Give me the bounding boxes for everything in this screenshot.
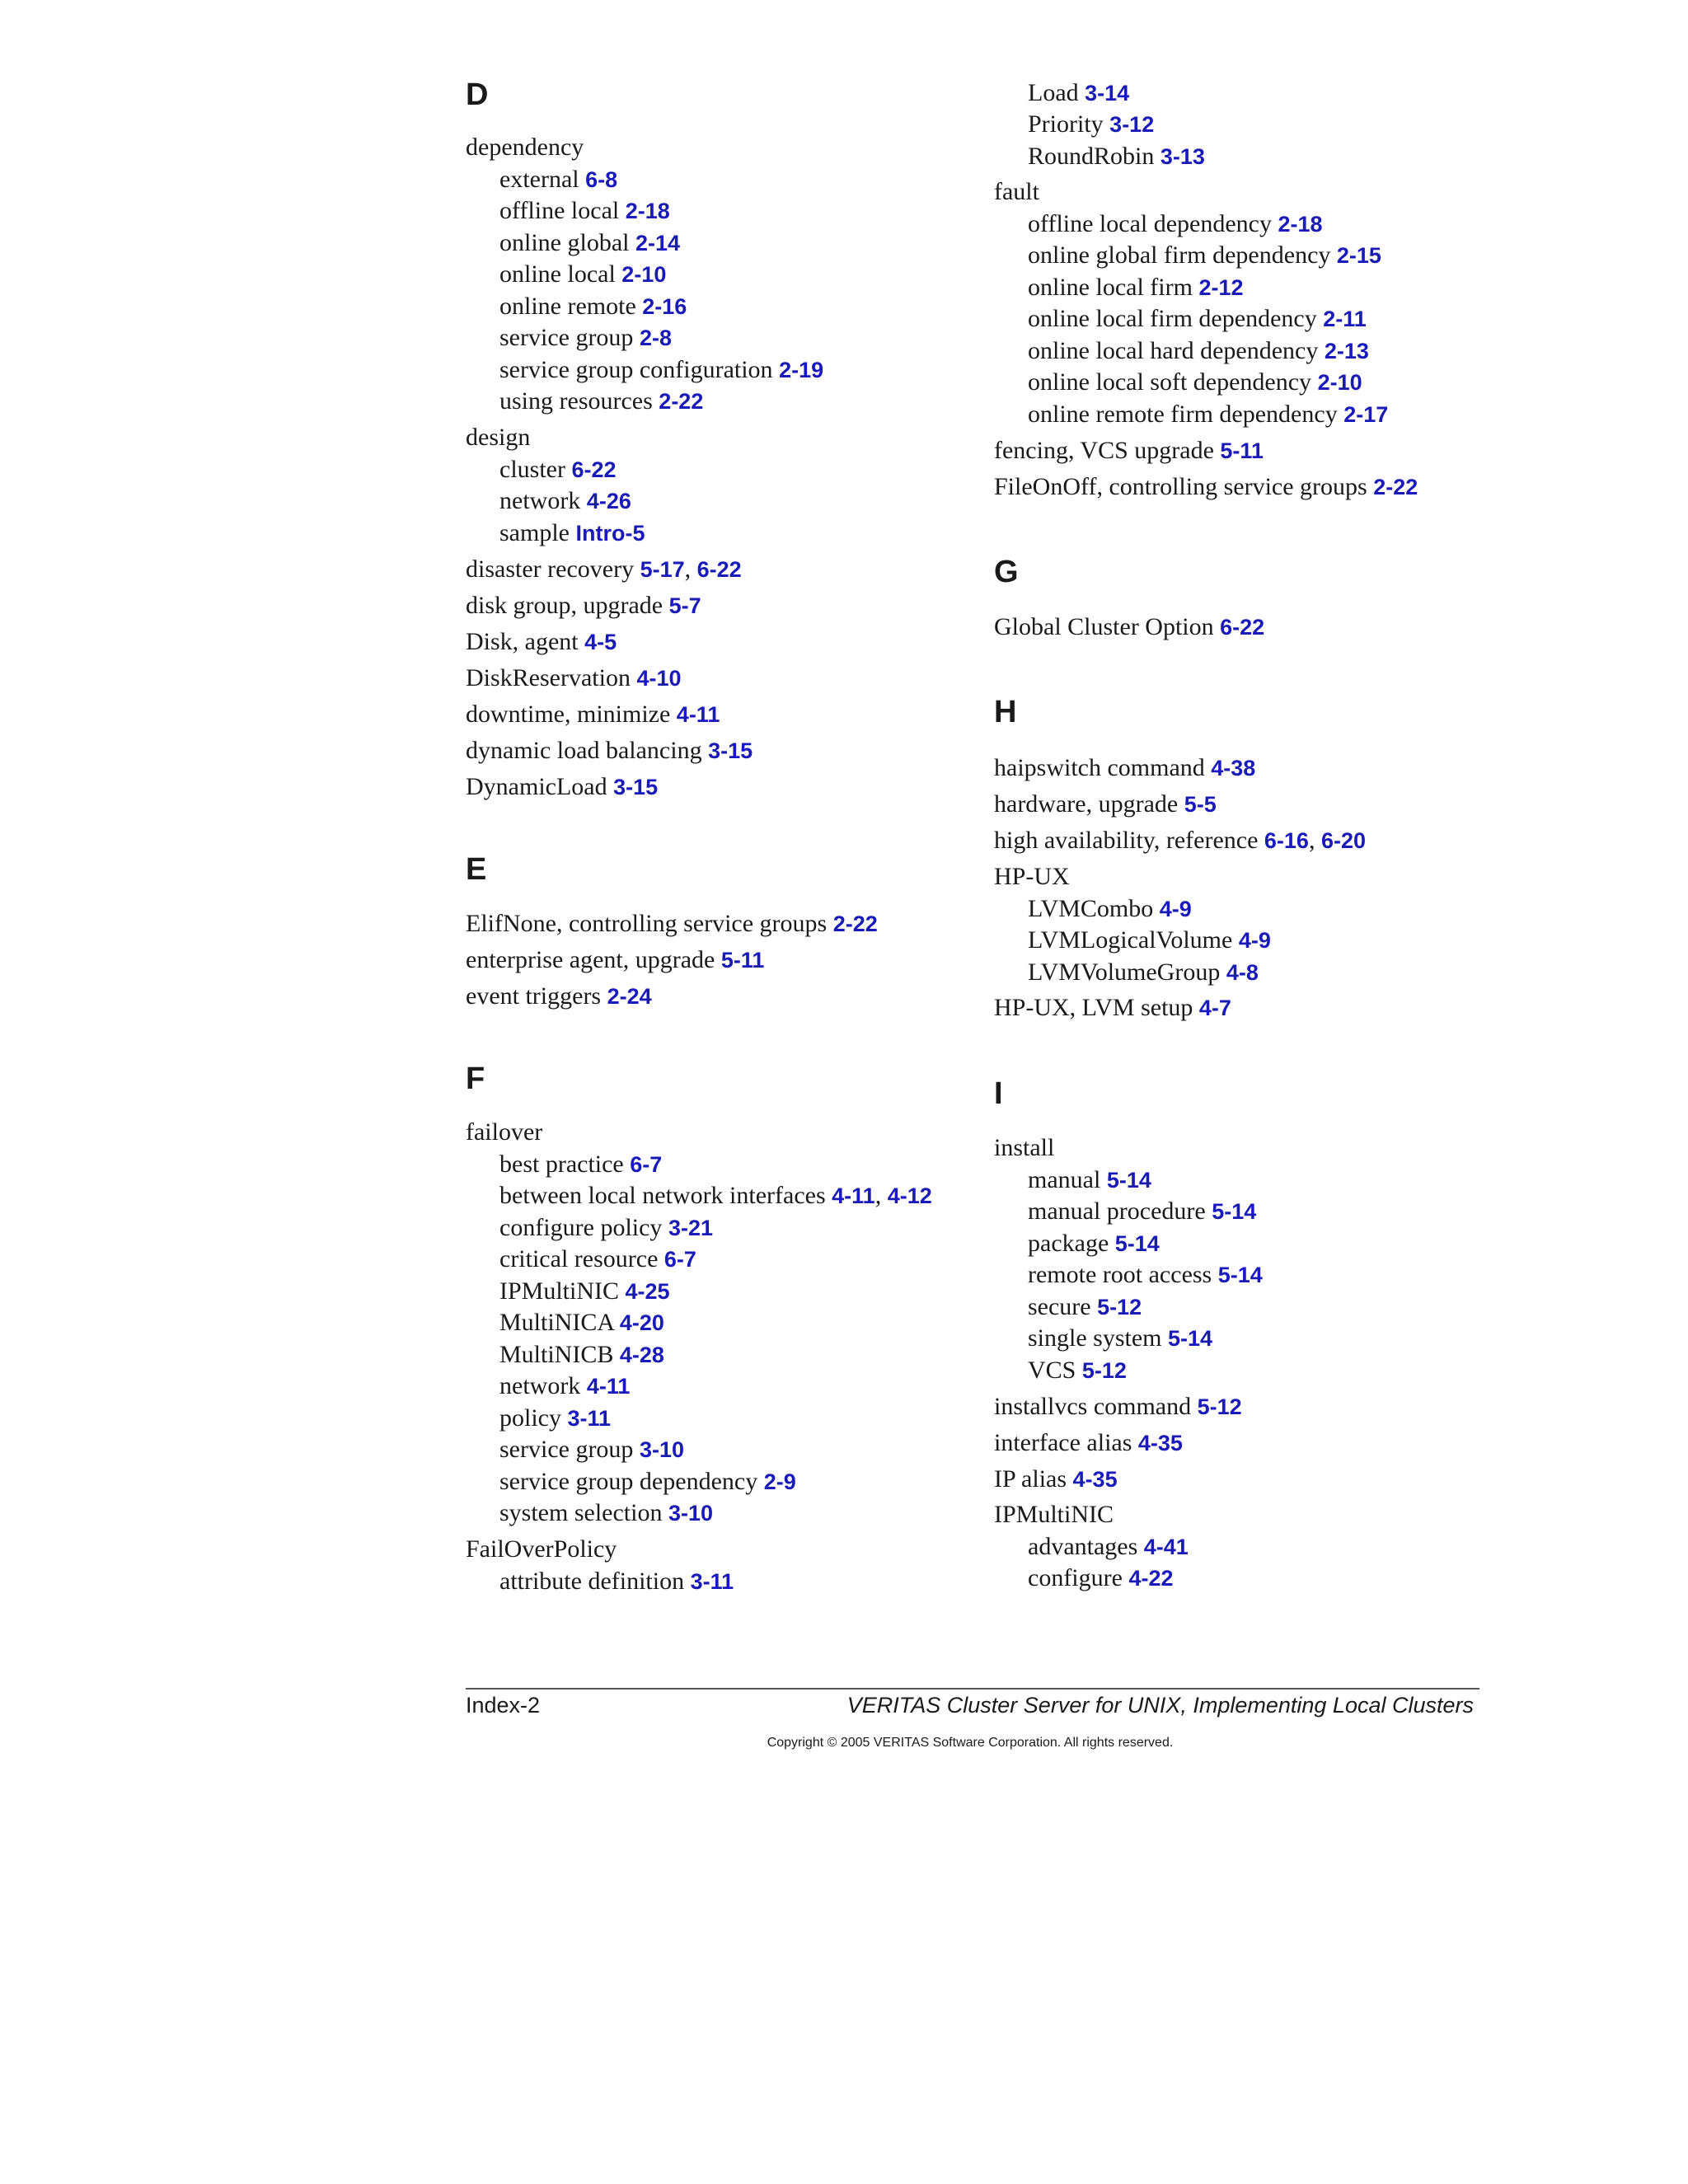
page-ref-link[interactable]: 2-14 — [635, 231, 681, 255]
index-subentry-offline-local — [466, 199, 670, 223]
index-subentry-online-global — [466, 231, 680, 255]
page-ref-link[interactable]: 2-17 — [1343, 402, 1389, 427]
page-ref-link[interactable]: 4-26 — [586, 489, 631, 513]
copyright-notice: Copyright © 2005 VERITAS Software Corporation. All rights reserved. — [767, 1736, 1174, 1750]
page-ref-link[interactable]: 2-18 — [1278, 212, 1323, 237]
index-term: Load — [1028, 79, 1079, 106]
index-entry-failoverpolicy — [466, 1537, 617, 1562]
index-entry-ip-alias — [994, 1467, 1118, 1492]
index-subentry-policy — [466, 1406, 611, 1431]
index-subentry-lvmlogicalvolume — [994, 928, 1271, 953]
index-subentry-lvmvolumegroup — [994, 960, 1259, 985]
index-term: failover — [466, 1118, 543, 1146]
page-ref-link[interactable]: 2-22 — [1373, 475, 1418, 499]
index-term: disk group, upgrade — [466, 592, 663, 619]
index-term: offline local — [499, 197, 620, 224]
index-entry-dynamicload — [466, 775, 658, 799]
index-term: online local firm — [1028, 274, 1193, 301]
index-term: online local firm dependency — [1028, 305, 1317, 332]
page-ref-link[interactable]: 3-15 — [708, 738, 753, 763]
page-ref-link[interactable]: 5-14 — [1168, 1326, 1213, 1351]
index-term: hardware, upgrade — [994, 790, 1179, 818]
index-term: secure — [1028, 1293, 1091, 1320]
page-ref-link[interactable]: 5-12 — [1097, 1295, 1142, 1319]
page-ref-link[interactable]: 5-14 — [1217, 1263, 1263, 1287]
page-ref-link[interactable]: 2-19 — [779, 358, 824, 382]
page-ref-link[interactable]: 6-22 — [696, 557, 742, 582]
index-subentry-cluster — [466, 457, 617, 482]
index-term: IPMultiNIC — [994, 1501, 1114, 1528]
page-ref-link[interactable]: 3-13 — [1160, 144, 1205, 169]
index-entry-disk-agent — [466, 630, 617, 654]
page-ref-link[interactable]: 2-13 — [1324, 339, 1369, 363]
page-ref-link[interactable]: 4-11 — [586, 1374, 631, 1399]
index-subentry-attribute-definition — [466, 1569, 734, 1594]
section-letter-i: I — [994, 1076, 1003, 1111]
page-ref-link[interactable]: 5-11 — [1220, 438, 1264, 463]
index-subentry-service-group-dependency — [466, 1469, 796, 1494]
page-ref-link[interactable]: 4-35 — [1137, 1431, 1183, 1455]
index-entry-high-availability-reference — [994, 828, 1366, 853]
page-ref-link[interactable]: 2-10 — [621, 262, 667, 287]
index-term: fencing, VCS upgrade — [994, 437, 1214, 464]
index-entry-diskreservation — [466, 666, 682, 691]
index-term: IPMultiNIC — [499, 1277, 620, 1305]
page-ref-link[interactable]: 2-10 — [1317, 370, 1362, 395]
index-subentry-service-group — [466, 1437, 684, 1462]
index-term: HP-UX, LVM setup — [994, 994, 1193, 1021]
page-ref-link[interactable]: Intro-5 — [575, 521, 645, 546]
index-term: design — [466, 424, 531, 451]
index-subentry-service-group — [466, 326, 672, 350]
index-term: RoundRobin — [1028, 143, 1155, 170]
index-entry-disaster-recovery — [466, 557, 742, 582]
page-ref-link[interactable]: 2-9 — [763, 1469, 796, 1494]
index-subentry-sample — [466, 521, 645, 546]
page-ref-link[interactable]: 2-22 — [832, 912, 878, 936]
index-term: Disk, agent — [466, 628, 579, 655]
index-term: online local — [499, 260, 616, 288]
page-ref-link[interactable]: 3-10 — [668, 1501, 714, 1526]
index-term: online remote — [499, 293, 636, 320]
index-entry-hardware-upgrade — [994, 792, 1217, 817]
index-term: FailOverPolicy — [466, 1535, 617, 1563]
page-ref-link[interactable]: 2-8 — [639, 326, 672, 350]
page-ref-link[interactable]: 4-20 — [619, 1310, 664, 1335]
index-term: online global — [499, 229, 630, 256]
page-ref-link[interactable]: 3-10 — [639, 1437, 684, 1462]
page-ref-link[interactable]: 5-5 — [1184, 792, 1217, 817]
index-term: using resources — [499, 387, 653, 415]
index-subentry-between-local-network-interfaces — [466, 1183, 932, 1208]
page-ref-link[interactable]: 5-14 — [1212, 1199, 1257, 1224]
section-letter-h: H — [994, 695, 1017, 729]
index-term: high availability, reference — [994, 827, 1259, 854]
index-term: offline local dependency — [1028, 210, 1272, 237]
index-subentry-best-practice — [466, 1152, 662, 1177]
page-ref-link[interactable]: 4-9 — [1159, 897, 1192, 921]
index-subentry-multinicb — [466, 1343, 664, 1367]
page-ref-link[interactable]: 2-12 — [1198, 275, 1244, 300]
footer-rule — [466, 1688, 1479, 1690]
index-term: best practice — [499, 1151, 624, 1178]
index-term: attribute definition — [499, 1568, 685, 1595]
index-subentry-network — [466, 489, 631, 513]
index-subentry-online-remote-firm-dependency — [994, 402, 1388, 427]
index-subentry-online-local — [466, 262, 666, 287]
index-term: enterprise agent, upgrade — [466, 946, 715, 973]
index-term: service group dependency — [499, 1468, 758, 1495]
page-ref-link[interactable]: 4-28 — [619, 1343, 664, 1367]
page-ref-link[interactable]: 6-7 — [663, 1247, 696, 1272]
index-term: between local network interfaces — [499, 1182, 826, 1209]
index-term: LVMCombo — [1028, 895, 1154, 922]
index-term: MultiNICB — [499, 1341, 614, 1368]
page-ref-link[interactable]: 5-17 — [640, 557, 685, 582]
index-subentry-system-selection — [466, 1501, 713, 1526]
page-ref-link[interactable]: 4-9 — [1238, 928, 1271, 953]
page-ref-link[interactable]: 6-8 — [585, 167, 618, 192]
index-entry-hp-ux-lvm-setup — [994, 996, 1231, 1020]
index-term: manual — [1028, 1166, 1101, 1193]
index-term: ElifNone, controlling service groups — [466, 910, 828, 937]
index-subentry-ipmultinic — [466, 1279, 670, 1304]
index-entry-elifnone-controlling-service-groups — [466, 912, 878, 936]
section-letter-g: G — [994, 555, 1019, 589]
page-ref-link[interactable]: 4-8 — [1226, 960, 1259, 985]
page-ref-link[interactable]: 4-11 — [832, 1183, 875, 1208]
index-entry-global-cluster-option — [994, 615, 1264, 640]
page-ref-link[interactable]: 6-16 — [1264, 828, 1309, 853]
index-term: Global Cluster Option — [994, 613, 1214, 640]
page-ref-link[interactable]: 2-18 — [625, 199, 670, 223]
page-ref-link[interactable]: 6-7 — [630, 1152, 663, 1177]
index-entry-interface-alias — [994, 1431, 1183, 1455]
index-term: service group — [499, 324, 634, 351]
index-term: online global firm dependency — [1028, 241, 1331, 269]
index-subentry-vcs — [994, 1358, 1127, 1383]
index-term: fault — [994, 178, 1039, 205]
index-subentry-online-local-soft-dependency — [994, 370, 1362, 395]
ref-separator: , — [1308, 827, 1321, 854]
index-subentry-offline-local-dependency — [994, 212, 1323, 237]
index-term: single system — [1028, 1324, 1162, 1352]
page-ref-link[interactable]: 2-22 — [659, 389, 704, 414]
page-ref-link[interactable]: 3-14 — [1085, 81, 1130, 105]
index-subentry-online-local-firm-dependency — [994, 307, 1367, 331]
page-ref-link[interactable]: 4-12 — [887, 1183, 932, 1208]
index-term: critical resource — [499, 1245, 659, 1272]
index-term: policy — [499, 1404, 561, 1432]
index-subentry-external — [466, 167, 617, 192]
index-subentry-lvmcombo — [994, 897, 1192, 921]
index-term: LVMLogicalVolume — [1028, 926, 1233, 954]
index-subentry-configure — [994, 1566, 1174, 1591]
page-ref-link[interactable]: 4-38 — [1211, 756, 1256, 780]
index-subentry-using-resources — [466, 389, 703, 414]
index-subentry-manual — [994, 1168, 1151, 1193]
index-entry-ipmultinic — [994, 1502, 1114, 1527]
index-entry-fileonoff-controlling-service-groups — [994, 475, 1418, 499]
index-subentry-online-local-hard-dependency — [994, 339, 1369, 363]
index-subentry-roundrobin — [994, 144, 1205, 169]
index-term: install — [994, 1134, 1055, 1161]
index-term: FileOnOff, controlling service groups — [994, 473, 1367, 500]
index-subentry-online-global-firm-dependency — [994, 243, 1381, 268]
index-term: service group configuration — [499, 356, 773, 383]
index-subentry-online-remote — [466, 294, 687, 319]
page-ref-link[interactable]: 4-41 — [1143, 1535, 1189, 1559]
page-ref-link[interactable]: 4-35 — [1072, 1467, 1118, 1492]
index-term: sample — [499, 519, 570, 546]
footer-book-title: VERITAS Cluster Server for UNIX, Implementing Local Clusters — [846, 1693, 1474, 1718]
index-term: service group — [499, 1436, 634, 1463]
index-term: LVMVolumeGroup — [1028, 958, 1221, 986]
footer-page-label: Index-2 — [466, 1693, 541, 1718]
page-ref-link[interactable]: 2-16 — [642, 294, 687, 319]
section-letter-f: F — [466, 1062, 485, 1096]
index-term: DiskReservation — [466, 664, 631, 691]
index-subentry-online-local-firm — [994, 275, 1243, 300]
index-term: network — [499, 1372, 581, 1399]
index-term: network — [499, 487, 581, 514]
index-term: event triggers — [466, 982, 602, 1010]
index-subentry-priority — [994, 112, 1154, 137]
index-entry-installvcs-command — [994, 1394, 1242, 1419]
page-ref-link[interactable]: 5-14 — [1106, 1168, 1151, 1193]
index-term: manual procedure — [1028, 1197, 1206, 1225]
index-entry-hp-ux — [994, 865, 1070, 889]
index-subentry-load — [994, 81, 1129, 105]
index-term: dynamic load balancing — [466, 737, 702, 764]
index-term: IP alias — [994, 1465, 1067, 1493]
page-ref-link[interactable]: 6-20 — [1320, 828, 1366, 853]
page-ref-link[interactable]: 6-22 — [571, 457, 617, 482]
page-ref-link[interactable]: 2-24 — [607, 984, 652, 1009]
page-ref-link[interactable]: 2-11 — [1323, 307, 1367, 331]
page-ref-link[interactable]: 4-25 — [625, 1279, 670, 1304]
index-entry-fencing-vcs-upgrade — [994, 438, 1264, 463]
section-letter-d: D — [466, 77, 489, 112]
index-subentry-manual-procedure — [994, 1199, 1256, 1224]
page-ref-link[interactable]: 4-5 — [584, 630, 617, 654]
index-term: MultiNICA — [499, 1309, 614, 1336]
ref-separator: , — [684, 555, 697, 583]
index-term: remote root access — [1028, 1261, 1212, 1288]
page-ref-link[interactable]: 4-11 — [676, 702, 720, 727]
index-term: VCS — [1028, 1357, 1076, 1384]
index-entry-failover — [466, 1120, 542, 1145]
index-term: Priority — [1028, 110, 1104, 138]
index-subentry-package — [994, 1231, 1160, 1256]
index-term: advantages — [1028, 1533, 1138, 1560]
index-term: package — [1028, 1230, 1109, 1257]
index-subentry-advantages — [994, 1535, 1189, 1559]
page-ref-link[interactable]: 5-14 — [1114, 1231, 1160, 1256]
index-term: configure — [1028, 1564, 1123, 1591]
page-ref-link[interactable]: 4-10 — [636, 666, 682, 691]
page-ref-link[interactable]: 3-11 — [690, 1569, 734, 1594]
index-entry-dynamic-load-balancing — [466, 738, 753, 763]
page-ref-link[interactable]: 4-7 — [1198, 996, 1231, 1020]
index-term: downtime, minimize — [466, 701, 671, 728]
index-entry-event-triggers — [466, 984, 652, 1009]
index-subentry-secure — [994, 1295, 1142, 1319]
index-term: interface alias — [994, 1429, 1132, 1456]
index-term: HP-UX — [994, 863, 1070, 890]
index-entry-downtime-minimize — [466, 702, 720, 727]
index-term: haipswitch command — [994, 754, 1205, 781]
page-ref-link[interactable]: 3-21 — [668, 1216, 713, 1240]
index-subentry-single-system — [994, 1326, 1212, 1351]
index-subentry-remote-root-access — [994, 1263, 1263, 1287]
page-ref-link[interactable]: 5-7 — [668, 593, 701, 618]
index-term: disaster recovery — [466, 555, 635, 583]
index-term: external — [499, 166, 579, 193]
index-term: online local hard dependency — [1028, 337, 1319, 364]
section-letter-e: E — [466, 852, 487, 887]
page-ref-link[interactable]: 5-12 — [1081, 1358, 1127, 1383]
index-term: DynamicLoad — [466, 773, 607, 800]
index-entry-fault — [994, 180, 1039, 204]
index-subentry-service-group-configuration — [466, 358, 823, 382]
index-subentry-network — [466, 1374, 630, 1399]
index-entry-dependency — [466, 135, 584, 160]
page-ref-link[interactable]: 5-12 — [1197, 1394, 1242, 1419]
index-entry-design — [466, 425, 530, 450]
ref-separator: , — [874, 1182, 888, 1209]
index-term: installvcs command — [994, 1393, 1192, 1420]
index-term: cluster — [499, 456, 565, 483]
page-ref-link[interactable]: 5-11 — [720, 948, 765, 972]
index-subentry-configure-policy — [466, 1216, 713, 1240]
index-entry-disk-group-upgrade — [466, 593, 701, 618]
index-entry-haipswitch-command — [994, 756, 1255, 780]
index-subentry-multinica — [466, 1310, 664, 1335]
page-ref-link[interactable]: 2-15 — [1336, 243, 1381, 268]
page-ref-link[interactable]: 3-12 — [1109, 112, 1155, 137]
index-term: configure policy — [499, 1214, 663, 1241]
page-ref-link[interactable]: 3-15 — [613, 775, 659, 799]
page-ref-link[interactable]: 6-22 — [1220, 615, 1265, 640]
index-term: system selection — [499, 1499, 663, 1526]
index-term: dependency — [466, 134, 584, 161]
index-entry-enterprise-agent-upgrade — [466, 948, 764, 972]
index-term: online remote firm dependency — [1028, 401, 1338, 428]
index-subentry-critical-resource — [466, 1247, 696, 1272]
index-term: online local soft dependency — [1028, 368, 1312, 396]
page-ref-link[interactable]: 4-22 — [1128, 1566, 1174, 1591]
page-ref-link[interactable]: 3-11 — [567, 1406, 612, 1431]
index-entry-install — [994, 1136, 1054, 1160]
